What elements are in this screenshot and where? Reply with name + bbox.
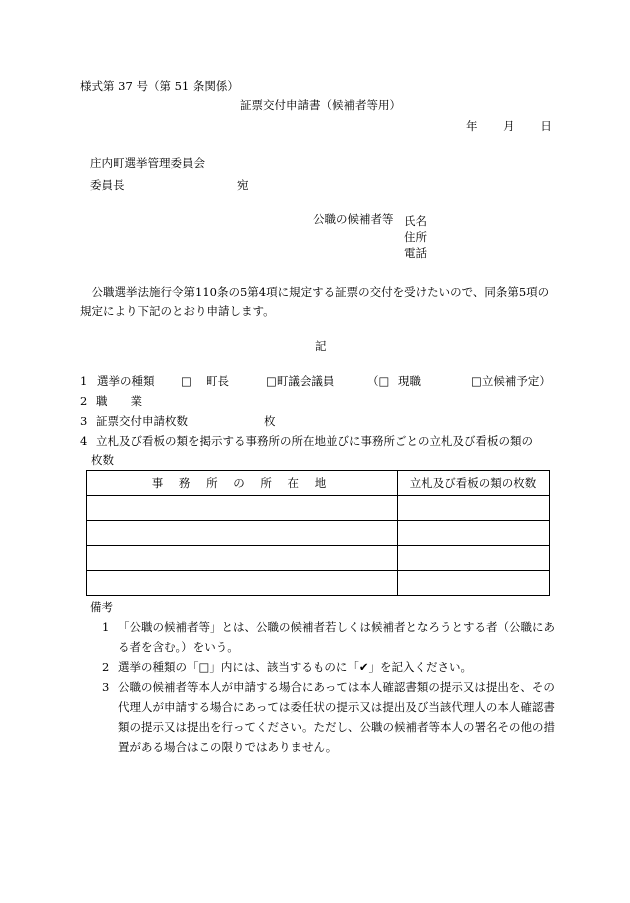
- table-cell-count-2[interactable]: [398, 521, 549, 545]
- option-planned-candidate[interactable]: □立候補予定）: [471, 374, 551, 388]
- note-number: 3: [102, 680, 110, 694]
- note-text: 公職の候補者等本人が申請する場合にあっては本人確認書類の提示又は提出を、その代理人が申請する場合にあっては委任状の提示又は提出及び当該代理人の本人確認書類の提示又は提出を行ってください。ただし、公職の候補者等本人の署名その他の措置がある場合はこの限りではありません。: [118, 680, 555, 754]
- option-incumbent-checkbox[interactable]: （□: [367, 374, 390, 388]
- item-election-type: [80, 375, 560, 391]
- addressee-chairman: 委員長: [90, 178, 125, 192]
- option-mayor-label: 町長: [206, 374, 229, 388]
- option-council-member[interactable]: □町議会議員: [266, 374, 335, 388]
- date-year-label: 年: [466, 119, 478, 133]
- notes-title: 備考: [90, 600, 113, 614]
- addressee-suffix: 宛: [237, 178, 249, 192]
- note-number: 1: [102, 620, 110, 634]
- table-cell-location-1[interactable]: [87, 496, 397, 520]
- note-text: 選挙の種類の「□」内には、該当するものに「✔」を記入ください。: [118, 660, 472, 674]
- option-incumbent-label: 現職: [398, 374, 421, 388]
- intro-paragraph: [80, 283, 560, 321]
- note-number: 2: [102, 660, 110, 674]
- item2-number: 2: [80, 394, 88, 408]
- item4-number: 4: [80, 434, 88, 448]
- applicant-fields: [404, 213, 427, 261]
- item1-label: 選挙の種類: [97, 374, 155, 388]
- table-cell-location-2[interactable]: [87, 521, 397, 545]
- item-certificate-count: [80, 415, 276, 429]
- item4-label: 立札及び看板の類を掲示する事務所の所在地並びに事務所ごとの立札及び看板の類の: [96, 434, 533, 448]
- date-line: [466, 120, 552, 134]
- item-signboards: [80, 435, 533, 449]
- table-cell-location-4[interactable]: [87, 571, 397, 595]
- table-cell-location-3[interactable]: [87, 546, 397, 570]
- note-item: [102, 657, 562, 677]
- applicant-label: 公職の候補者等: [313, 212, 394, 226]
- item3-label: 証票交付申請枚数: [96, 414, 188, 428]
- applicant-address-label: 住所: [404, 230, 427, 244]
- note-item: [102, 617, 562, 657]
- table-cell-count-4[interactable]: [398, 571, 549, 595]
- date-month-label: 月: [503, 119, 515, 133]
- item1-number: 1: [80, 374, 88, 388]
- table-header-signboard-count: 立札及び看板の類の枚数: [409, 476, 537, 490]
- item-occupation: [80, 395, 142, 409]
- date-day-label: 日: [540, 119, 552, 133]
- office-signboard-table: [86, 470, 550, 596]
- ki-heading: 記: [315, 339, 327, 353]
- note-item: [102, 677, 562, 757]
- table-header-office-location: 事 務 所 の 所 在 地: [151, 476, 333, 490]
- item3-number: 3: [80, 414, 88, 428]
- item4-label-continued: 枚数: [91, 453, 114, 467]
- item2-label: 職 業: [96, 394, 142, 408]
- document-title: 証票交付申請書（候補者等用）: [240, 98, 401, 112]
- note-text: 「公職の候補者等」とは、公職の候補者若しくは候補者となろうとする者（公職にある者を含む。）をいう。: [118, 620, 555, 654]
- applicant-name-label: 氏名: [404, 214, 427, 228]
- item3-unit: 枚: [264, 414, 276, 428]
- table-cell-count-3[interactable]: [398, 546, 549, 570]
- form-number: 様式第 37 号（第 51 条関係）: [80, 79, 239, 93]
- intro-text: 公職選挙法施行令第110条の5第4項に規定する証票の交付を受けたいので、同条第5項の規定により下記のとおり申請します。: [80, 285, 550, 318]
- option-mayor-checkbox[interactable]: □: [181, 374, 192, 388]
- table-cell-count-1[interactable]: [398, 496, 549, 520]
- applicant-phone-label: 電話: [404, 246, 427, 260]
- addressee-committee: 庄内町選挙管理委員会: [90, 156, 205, 170]
